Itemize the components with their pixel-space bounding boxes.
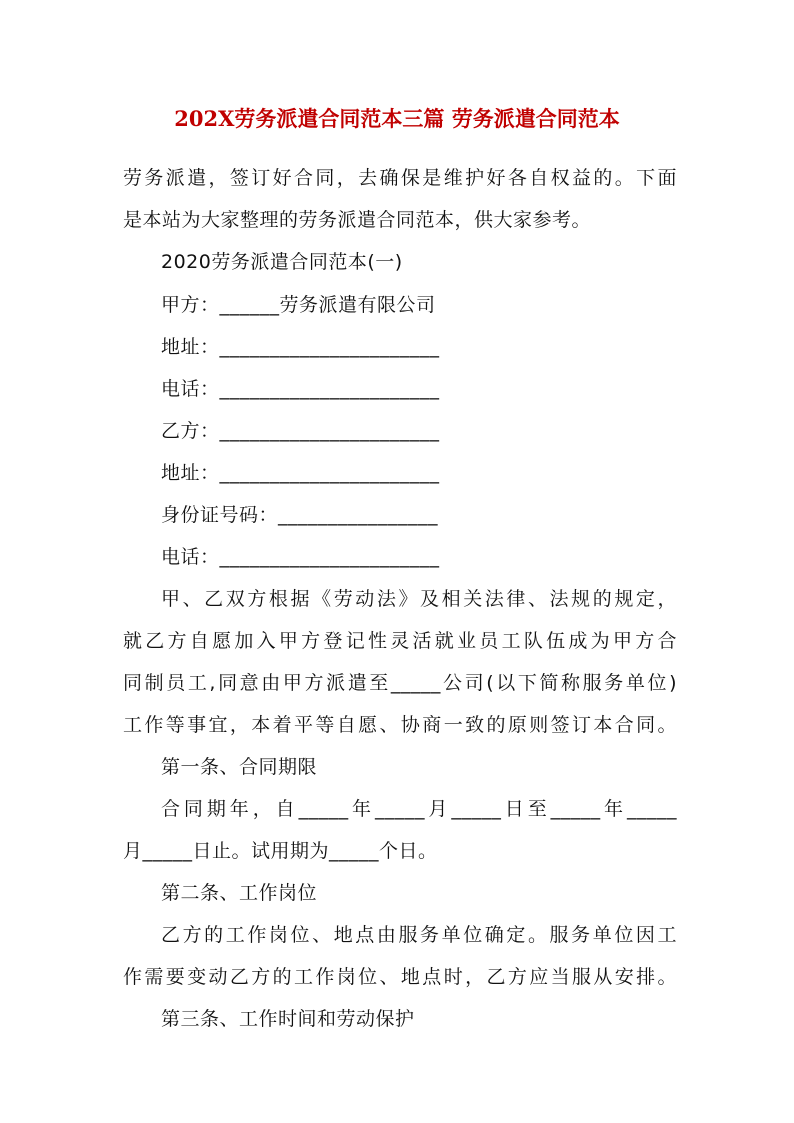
article-2-line-2: 作需要变动乙方的工作岗位、地点时，乙方应当服从安排。 — [123, 966, 677, 988]
article-1-line-1: 合同期年，自_____年_____月_____日至_____年_____ — [161, 798, 677, 820]
article-2-heading: 第二条、工作岗位 — [161, 882, 318, 904]
article-3-heading: 第三条、工作时间和劳动保护 — [161, 1008, 415, 1030]
intro-line-1: 劳务派遣，签订好合同，去确保是维护好各自权益的。下面 — [123, 167, 677, 189]
article-2-line-1: 乙方的工作岗位、地点由服务单位确定。服务单位因工 — [161, 924, 677, 946]
document-title: 202X劳务派遣合同范本三篇 劳务派遣合同范本 — [174, 106, 620, 131]
party-b-name: 乙方：______________________ — [161, 420, 440, 442]
party-b-phone: 电话：______________________ — [161, 546, 440, 568]
party-b-address: 地址：______________________ — [161, 462, 440, 484]
preamble-line-1: 甲、乙双方根据《劳动法》及相关法律、法规的规定， — [161, 588, 677, 610]
preamble-line-2: 就乙方自愿加入甲方登记性灵活就业员工队伍成为甲方合 — [123, 630, 677, 652]
section-heading-contract-1: 2020劳务派遣合同范本(一) — [161, 251, 403, 273]
article-1-line-2: 月_____日止。试用期为_____个日。 — [123, 840, 438, 862]
party-b-id-number: 身份证号码：________________ — [161, 504, 439, 526]
article-1-heading: 第一条、合同期限 — [161, 756, 318, 778]
party-a-name: 甲方：______劳务派遣有限公司 — [161, 294, 436, 316]
party-a-address: 地址：______________________ — [161, 336, 440, 358]
intro-line-2: 是本站为大家整理的劳务派遣合同范本，供大家参考。 — [123, 209, 592, 231]
preamble-line-3: 同制员工,同意由甲方派遣至_____公司(以下简称服务单位) — [123, 672, 677, 694]
preamble-line-4: 工作等事宜，本着平等自愿、协商一致的原则签订本合同。 — [123, 714, 677, 736]
party-a-phone: 电话：______________________ — [161, 378, 440, 400]
